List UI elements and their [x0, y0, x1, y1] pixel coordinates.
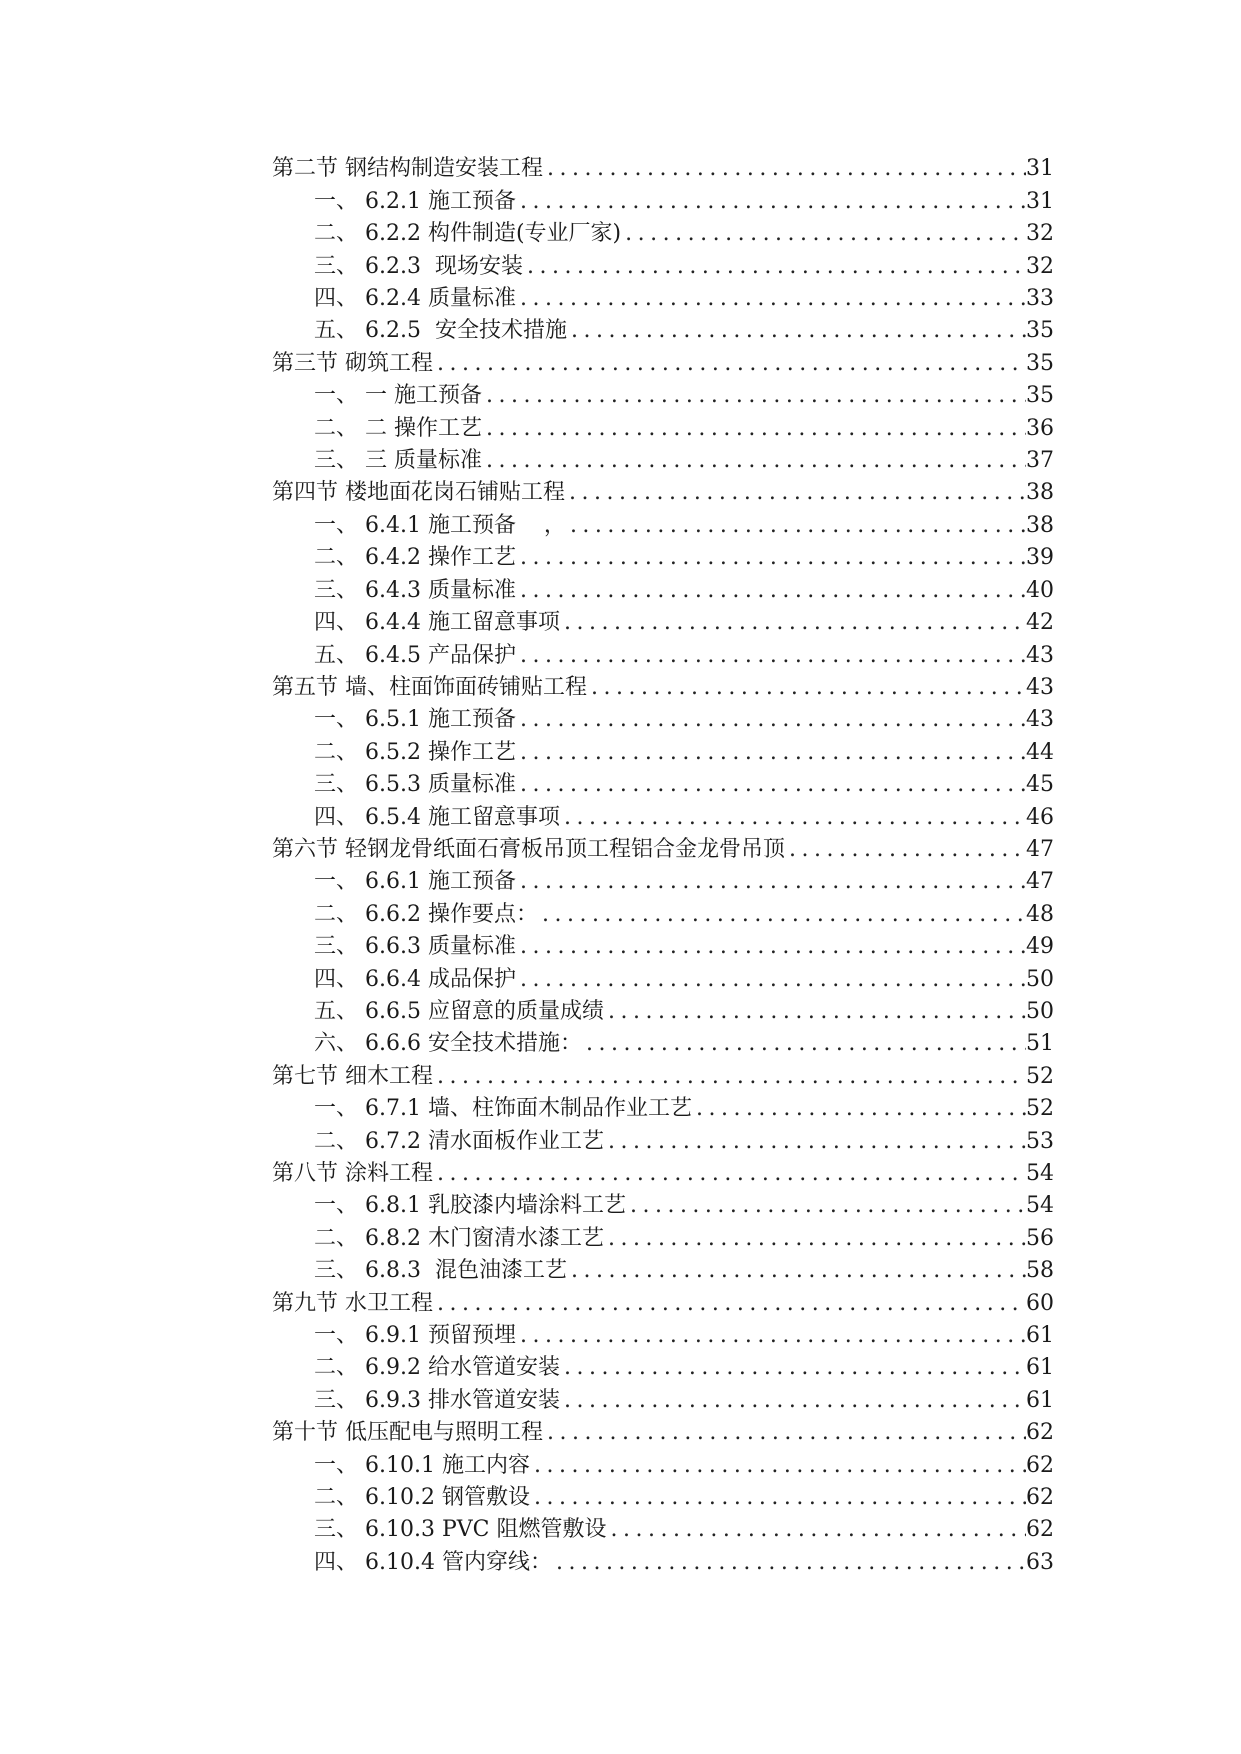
toc-page-number: 63 [1026, 1549, 1054, 1575]
toc-subsection-entry[interactable] [272, 1219, 1054, 1251]
dot-leader [604, 1001, 1026, 1025]
toc-subsection-entry[interactable] [272, 1349, 1054, 1381]
table-of-contents [272, 150, 1054, 1576]
toc-entry-title: 四、 6.10.4 管内穿线： [314, 1549, 552, 1575]
toc-page-number: 61 [1026, 1387, 1054, 1413]
toc-page-number: 35 [1026, 350, 1054, 376]
toc-page-number: 42 [1026, 610, 1054, 636]
dot-leader [516, 774, 1026, 798]
toc-subsection-entry[interactable] [272, 1122, 1054, 1154]
toc-subsection-entry[interactable] [272, 539, 1054, 571]
toc-subsection-entry[interactable] [272, 182, 1054, 214]
dot-leader [604, 1228, 1026, 1252]
toc-entry-title: 三、 6.8.3 混色油漆工艺 [314, 1258, 567, 1284]
dot-leader [606, 1519, 1026, 1543]
dot-leader [587, 677, 1026, 701]
dot-leader [516, 1325, 1026, 1349]
toc-entry-title: 三、 6.4.3 质量标准 [314, 577, 516, 603]
toc-entry-title: 三、 6.2.3 现场安装 [314, 253, 523, 279]
toc-subsection-entry[interactable] [272, 1511, 1054, 1543]
toc-entry-title: 四、 6.2.4 质量标准 [314, 286, 516, 312]
toc-subsection-entry[interactable] [272, 1381, 1054, 1413]
toc-subsection-entry[interactable] [272, 701, 1054, 733]
toc-subsection-entry[interactable] [272, 1090, 1054, 1122]
toc-page-number: 60 [1026, 1290, 1054, 1316]
toc-page-number: 39 [1026, 545, 1054, 571]
dot-leader [516, 969, 1026, 993]
toc-page-number: 43 [1026, 642, 1054, 668]
toc-subsection-entry[interactable] [272, 1025, 1054, 1057]
dot-leader [516, 288, 1026, 312]
toc-page-number: 54 [1026, 1161, 1054, 1186]
toc-entry-title: 五、 6.6.5 应留意的质量成绩 [314, 998, 604, 1024]
toc-entry-title: 一、 6.4.1 施工预备 ， [314, 512, 566, 538]
dot-leader [516, 645, 1026, 669]
dot-leader [785, 839, 1026, 863]
dot-leader [560, 1390, 1026, 1414]
toc-page-number: 31 [1026, 156, 1054, 182]
toc-section-entry[interactable] [272, 669, 1054, 701]
toc-subsection-entry[interactable] [272, 1446, 1054, 1478]
toc-subsection-entry[interactable] [272, 247, 1054, 279]
toc-page-number: 56 [1026, 1225, 1054, 1251]
toc-subsection-entry[interactable] [272, 928, 1054, 960]
toc-page-number: 54 [1026, 1193, 1054, 1219]
toc-subsection-entry[interactable] [272, 1479, 1054, 1511]
toc-page-number: 37 [1026, 448, 1054, 474]
dot-leader [530, 1455, 1026, 1479]
toc-entry-title: 第二节 钢结构制造安装工程 [272, 156, 543, 182]
toc-page-number: 38 [1026, 480, 1054, 506]
dot-leader [516, 580, 1026, 604]
dot-leader [433, 353, 1026, 377]
toc-entry-title: 六、 6.6.6 安全技术措施： [314, 1031, 582, 1057]
toc-page-number: 45 [1026, 772, 1054, 798]
toc-entry-title: 三、 6.10.3 PVC 阻燃管敷设 [314, 1517, 607, 1543]
toc-page-number: 62 [1026, 1517, 1054, 1543]
toc-subsection-entry[interactable] [272, 571, 1054, 603]
toc-entry-title: 第十节 低压配电与照明工程 [272, 1420, 543, 1446]
toc-subsection-entry[interactable] [272, 377, 1054, 409]
toc-entry-title: 第三节 砌筑工程 [272, 350, 433, 376]
dot-leader [621, 223, 1026, 247]
toc-page-number: 46 [1026, 804, 1054, 830]
toc-entry-title: 第五节 墙、柱面饰面砖铺贴工程 [272, 674, 587, 700]
dot-leader [433, 1066, 1026, 1090]
dot-leader [560, 1357, 1026, 1381]
toc-page-number: 32 [1026, 221, 1054, 247]
toc-entry-title: 第六节 轻钢龙骨纸面石膏板吊顶工程铝合金龙骨吊顶 [272, 836, 785, 862]
toc-page-number: 61 [1026, 1323, 1054, 1349]
dot-leader [543, 158, 1026, 182]
toc-entry-title: 四、 6.4.4 施工留意事项 [314, 610, 560, 636]
toc-subsection-entry[interactable] [272, 280, 1054, 312]
dot-leader [560, 807, 1026, 831]
toc-subsection-entry[interactable] [272, 312, 1054, 344]
toc-page-number: 36 [1026, 415, 1054, 441]
dot-leader [567, 320, 1026, 344]
dot-leader [433, 1163, 1026, 1187]
toc-section-entry[interactable] [272, 1414, 1054, 1446]
toc-subsection-entry[interactable] [272, 604, 1054, 636]
toc-subsection-entry[interactable] [272, 215, 1054, 247]
toc-section-entry[interactable] [272, 344, 1054, 376]
toc-entry-title: 五、 6.4.5 产品保护 [314, 642, 516, 668]
toc-entry-title: 第七节 细木工程 [272, 1063, 433, 1089]
toc-entry-title: 第九节 水卫工程 [272, 1290, 433, 1316]
toc-page-number: 38 [1026, 512, 1054, 538]
toc-entry-title: 二、 6.2.2 构件制造(专业厂家) [314, 221, 622, 247]
toc-subsection-entry[interactable] [272, 636, 1054, 668]
toc-subsection-entry[interactable] [272, 733, 1054, 765]
toc-page-number: 53 [1026, 1128, 1054, 1154]
toc-entry-title: 二、 6.4.2 操作工艺 [314, 545, 516, 571]
dot-leader [482, 450, 1026, 474]
toc-entry-title: 第四节 楼地面花岗石铺贴工程 [272, 480, 565, 506]
toc-page-number: 47 [1026, 836, 1054, 862]
toc-entry-title: 三、 6.6.3 质量标准 [314, 934, 516, 960]
dot-leader [560, 612, 1026, 636]
toc-page-number: 32 [1026, 253, 1054, 279]
dot-leader [516, 742, 1026, 766]
dot-leader [692, 1098, 1026, 1122]
dot-leader [516, 547, 1026, 571]
toc-subsection-entry[interactable] [272, 895, 1054, 927]
toc-entry-title: 一、 6.10.1 施工内容 [314, 1452, 530, 1478]
toc-entry-title: 第八节 涂料工程 [272, 1161, 433, 1186]
toc-entry-title: 一、 6.8.1 乳胶漆内墙涂料工艺 [314, 1193, 626, 1219]
toc-page-number: 62 [1026, 1420, 1054, 1446]
dot-leader [523, 256, 1026, 280]
toc-subsection-entry[interactable] [272, 960, 1054, 992]
dot-leader [482, 385, 1026, 409]
toc-subsection-entry[interactable] [272, 1317, 1054, 1349]
toc-entry-title: 三、 三 质量标准 [314, 448, 482, 474]
dot-leader [567, 1260, 1026, 1284]
toc-page-number: 62 [1026, 1452, 1054, 1478]
toc-section-entry[interactable] [272, 1057, 1054, 1089]
toc-page-number: 50 [1026, 998, 1054, 1024]
toc-page-number: 33 [1026, 286, 1054, 312]
dot-leader [565, 482, 1026, 506]
toc-page-number: 35 [1026, 318, 1054, 344]
dot-leader [516, 191, 1026, 215]
dot-leader [433, 1293, 1026, 1317]
toc-page-number: 48 [1026, 901, 1054, 927]
toc-entry-title: 二、 6.7.2 清水面板作业工艺 [314, 1128, 604, 1154]
toc-entry-title: 二、 6.8.2 木门窗清水漆工艺 [314, 1225, 604, 1251]
toc-page-number: 47 [1026, 869, 1054, 895]
toc-page-number: 58 [1026, 1258, 1054, 1284]
toc-entry-title: 二、 二 操作工艺 [314, 415, 482, 441]
toc-page-number: 43 [1026, 674, 1054, 700]
toc-entry-title: 二、 6.5.2 操作工艺 [314, 739, 516, 765]
dot-leader [552, 1552, 1026, 1576]
toc-page-number: 40 [1026, 577, 1054, 603]
toc-section-entry[interactable] [272, 831, 1054, 863]
toc-entry-title: 一、 6.7.1 墙、柱饰面木制品作业工艺 [314, 1096, 692, 1122]
dot-leader [530, 1487, 1026, 1511]
toc-subsection-entry[interactable] [272, 442, 1054, 474]
toc-subsection-entry[interactable] [272, 409, 1054, 441]
toc-entry-title: 一、 6.5.1 施工预备 [314, 707, 516, 733]
dot-leader [538, 904, 1026, 928]
toc-entry-title: 一、 一 施工预备 [314, 383, 482, 409]
toc-page-number: 44 [1026, 739, 1054, 765]
toc-section-entry[interactable] [272, 1155, 1054, 1187]
toc-section-entry[interactable] [272, 150, 1054, 182]
toc-subsection-entry[interactable] [272, 1187, 1054, 1219]
dot-leader [516, 709, 1026, 733]
toc-page-number: 31 [1026, 188, 1054, 214]
toc-page-number: 51 [1026, 1031, 1054, 1057]
toc-subsection-entry[interactable] [272, 863, 1054, 895]
toc-entry-title: 二、 6.9.2 给水管道安装 [314, 1355, 560, 1381]
toc-entry-title: 二、 6.10.2 钢管敷设 [314, 1485, 530, 1511]
dot-leader [582, 1033, 1026, 1057]
toc-section-entry[interactable] [272, 474, 1054, 506]
dot-leader [543, 1422, 1026, 1446]
dot-leader [516, 871, 1026, 895]
toc-page-number: 35 [1026, 383, 1054, 409]
dot-leader [626, 1195, 1026, 1219]
toc-entry-title: 三、 6.9.3 排水管道安装 [314, 1387, 560, 1413]
toc-entry-title: 一、 6.9.1 预留预埋 [314, 1323, 516, 1349]
toc-page-number: 52 [1026, 1063, 1054, 1089]
toc-page-number: 62 [1026, 1485, 1054, 1511]
toc-page-number: 50 [1026, 966, 1054, 992]
toc-entry-title: 一、 6.2.1 施工预备 [314, 188, 516, 214]
toc-page-number: 43 [1026, 707, 1054, 733]
toc-section-entry[interactable] [272, 1284, 1054, 1316]
toc-subsection-entry[interactable] [272, 506, 1054, 538]
toc-entry-title: 二、 6.6.2 操作要点： [314, 901, 538, 927]
toc-entry-title: 五、 6.2.5 安全技术措施 [314, 318, 567, 344]
dot-leader [566, 515, 1026, 539]
toc-subsection-entry[interactable] [272, 993, 1054, 1025]
toc-subsection-entry[interactable] [272, 766, 1054, 798]
dot-leader [516, 936, 1026, 960]
toc-subsection-entry[interactable] [272, 1543, 1054, 1575]
toc-subsection-entry[interactable] [272, 798, 1054, 830]
toc-page-number: 52 [1026, 1096, 1054, 1122]
dot-leader [482, 418, 1026, 442]
dot-leader [604, 1131, 1026, 1155]
toc-subsection-entry[interactable] [272, 1252, 1054, 1284]
toc-entry-title: 四、 6.5.4 施工留意事项 [314, 804, 560, 830]
toc-page-number: 61 [1026, 1355, 1054, 1381]
toc-entry-title: 四、 6.6.4 成品保护 [314, 966, 516, 992]
toc-entry-title: 一、 6.6.1 施工预备 [314, 869, 516, 895]
toc-page-number: 49 [1026, 934, 1054, 960]
toc-entry-title: 三、 6.5.3 质量标准 [314, 772, 516, 798]
